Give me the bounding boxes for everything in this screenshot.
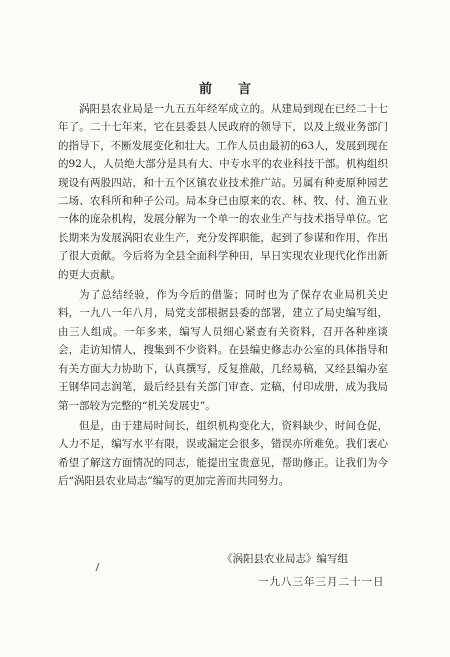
paragraph-history: 涡阳县农业局是一九五五年经军成立的。从建局到现在已经二十七年了。二十七年来，它在县委县人民政府的领导下，以及上级业务部门的指导下，不断发展变化和壮大。工作人员由最初的63人，发展到现在的92人，人员绝大部分是具有大、中专水平的农业科技干部。机构组织现设有两股四站，和十五个区镇农业技术推广站。另属有种麦原种园艺二场、农科所和种子公司。局本身已由原来的农、林、牧、付、渔五业一体的庞杂机构，发展分解为一个单一的农业生产与技术指导单位。它长期来为发展涡阳农业生产，充分发挥职能，起到了参谋和作用，作出了很大贡献。今后将为全县全面科学种田，早日实现农业现代化作出新的更大贡献。 <box>58 103 388 281</box>
date: 一九八三年三月二十一日 <box>258 576 385 588</box>
paragraph-compilation: 为了总结经验，作为今后的借鉴；同时也为了保存农业局机关史料，一九八一年八月，局党支部根据县委的部署，建立了局史编写组，由三人组成。一年多来，编写人员细心紧查有关资料，召开各种座谈会，走访知情人，搜集到不少资料。在县编史修志办公室的具体指导和有关方面大力协助下，认真撰写，反复推敲，几经易稿，又经县编办室王钢华同志润笔，最后经县有关部门审查、定稿，付印成册，成为我局第一部较为完整的“机关发展史”。 <box>58 289 388 412</box>
signature: 《涡阳县农业局志》编写组 <box>222 553 348 565</box>
page-title: 前言 <box>198 82 277 97</box>
paragraph-closing: 但是，由于建局时间长，组织机构变化大，资料缺少，时间仓促，人力不足，编写水平有限，误或漏定会很多，错误亦所难免。我们衷心希望了解这方面情况的同志，能提出宝贵意见，帮助修正。让我们为今后“涡阳县农业局志”编写的更加完善而共同努力。 <box>58 419 388 488</box>
preface-body <box>58 100 388 491</box>
ink-mark <box>96 563 105 571</box>
